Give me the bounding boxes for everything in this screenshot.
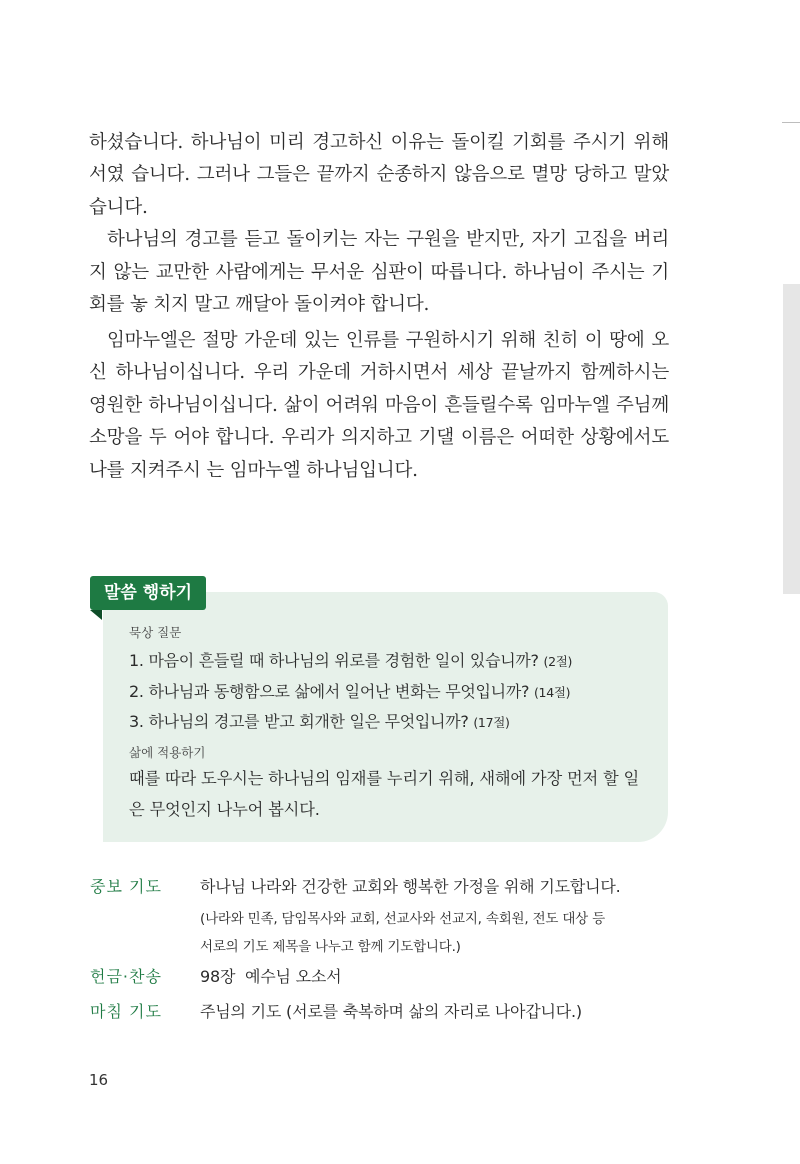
verse-ref: (17절) <box>473 715 510 730</box>
question-text: 1. 마음이 흔들릴 때 하나님의 위로를 경험한 일이 있습니까? <box>129 651 539 670</box>
practice-box <box>103 592 668 842</box>
question-list <box>129 646 572 738</box>
verse-ref: (2절) <box>543 654 573 669</box>
paragraph-line: 하나님의 경고를 듣고 돌이키는 자는 구원을 받지만, 자기 고집을 버리지 <box>89 229 669 283</box>
intercession-text: 하나님 나라와 건강한 교회와 행복한 가정을 위해 기도합니다. <box>200 877 621 896</box>
apply-line: 때를 따라 도우시는 하나님의 임재를 누리기 위해, 새해에 가장 먼저 할 일 <box>129 769 640 788</box>
question-item <box>129 646 572 677</box>
question-item <box>129 677 572 708</box>
questions-label: 묵상 질문 <box>129 625 182 640</box>
question-text: 2. 하나님과 동행함으로 삶에서 일어난 변화는 무엇입니까? <box>129 681 530 701</box>
offering-text: 98장 예수님 오소서 <box>200 967 342 986</box>
paragraph-line: 습니다. 그러나 그들은 끝까지 순종하지 않음으로 멸망 당하고 말았습니다. <box>89 164 669 218</box>
paragraph-line: 임마누엘은 절망 가운데 있는 인류를 구원하시기 위해 친히 이 땅에 오신 <box>89 330 669 384</box>
verse-ref: (14절) <box>533 684 571 700</box>
edge-rule <box>782 122 800 123</box>
body-paragraph-2 <box>89 325 669 487</box>
question-text: 3. 하나님의 경고를 받고 회개한 일은 무엇입니까? <box>129 712 469 731</box>
paragraph-line: 하나님이십니다. 우리 가운데 거하시면서 세상 끝날까지 함께하시는 영원한 <box>89 362 669 416</box>
intercession-label: 중보 기도 <box>90 877 162 896</box>
offering-label: 헌금·찬송 <box>90 967 162 986</box>
paragraph-line: 어야 합니다. 우리가 의지하고 기댈 이름은 어떠한 상황에서도 나를 지켜주시 <box>89 427 669 481</box>
closing-label: 마침 기도 <box>90 1002 162 1021</box>
edge-tab-marker <box>783 284 800 594</box>
page-number: 16 <box>89 1071 109 1089</box>
paragraph-line: 하셨습니다. 하나님이 미리 경고하신 이유는 돌이킬 기회를 주시기 위해서였 <box>89 132 669 186</box>
intercession-note: 서로의 기도 제목을 나누고 함께 기도합니다.) <box>200 939 461 955</box>
paragraph-line: 치지 말고 깨달아 돌이켜야 합니다. <box>153 294 430 316</box>
apply-label: 삶에 적용하기 <box>129 745 206 760</box>
question-item <box>129 707 572 738</box>
apply-line: 은 무엇인지 나누어 봅시다. <box>129 800 320 819</box>
paragraph-line: 는 임마누엘 하나님입니다. <box>206 459 418 481</box>
body-paragraph-1 <box>89 127 669 321</box>
paragraph-line: 하나님이십니다. 삶이 어려워 마음이 흔들릴수록 임마누엘 주님께 소망을 두 <box>89 394 669 449</box>
closing-text: 주님의 기도 (서로를 축복하며 삶의 자리로 나아갑니다.) <box>200 1002 582 1021</box>
apply-text <box>129 763 654 825</box>
practice-section-title: 말씀 행하기 <box>90 576 206 610</box>
paragraph-line: 않는 교만한 사람에게는 무서운 심판이 따릅니다. 하나님이 주시는 기회를 놓 <box>89 261 669 316</box>
intercession-note: (나라와 민족, 담임목사와 교회, 선교사와 선교지, 속회원, 전도 대상 등 <box>200 911 605 927</box>
badge-fold <box>90 610 102 620</box>
